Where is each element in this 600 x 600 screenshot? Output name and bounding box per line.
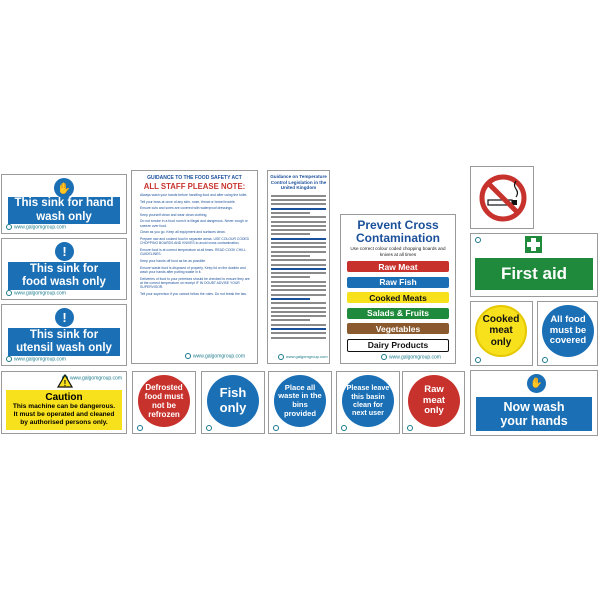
food-wash-sign xyxy=(1,238,127,300)
small-print-line xyxy=(271,281,326,283)
galgo-logo-icon xyxy=(381,354,387,360)
hand-washing-icon: ✋ xyxy=(527,374,546,393)
small-print-line xyxy=(271,276,310,278)
first-aid-text: First aid xyxy=(475,258,593,290)
small-print-line xyxy=(271,233,310,235)
waste-bins-sign xyxy=(268,371,332,434)
raw-meat-only-sign xyxy=(402,371,465,434)
small-print-line xyxy=(271,298,310,300)
small-print-line xyxy=(271,285,326,287)
food-wash-text: This sink for food wash only xyxy=(8,262,120,290)
galgo-logo-icon xyxy=(475,357,481,363)
small-print-line xyxy=(271,337,326,339)
small-print-line xyxy=(271,246,326,248)
raw-meat-circle: Raw meat only xyxy=(408,375,460,427)
galgo-logo-icon xyxy=(407,425,413,431)
small-print-line xyxy=(271,264,326,266)
colour-bar-raw-meat: Raw Meat xyxy=(347,261,449,272)
small-print-line xyxy=(271,225,326,227)
food-safety-act-list xyxy=(132,193,257,296)
galgo-logo-icon xyxy=(542,357,548,363)
logo: www.galgomgroup.com xyxy=(381,354,441,360)
small-print-line xyxy=(271,199,326,201)
hand-wash-sign xyxy=(1,174,127,234)
galgo-logo-icon xyxy=(278,354,284,360)
food-safety-item: Tell your boss at once of any skin, nose, throat or bowel trouble. xyxy=(140,199,236,204)
basin-clean-circle: Please leave this basin clean for next user xyxy=(342,375,394,427)
hand-wash-text: This sink for hand wash only xyxy=(8,197,120,224)
fish-only-sign xyxy=(201,371,265,434)
logo xyxy=(475,237,483,243)
logo: www.galgomgroup.com xyxy=(278,354,328,360)
prevent-cross-subtitle: Use correct colour coded chopping boards and knives at all times xyxy=(350,246,446,257)
all-food-covered-sign xyxy=(537,301,598,366)
logo xyxy=(407,425,415,431)
food-safety-item: Always wash your hands before handling food and after using the toilet. xyxy=(140,193,248,197)
caution-text: This machine can be dangerous. It must be operated and cleaned by authorised persons only. xyxy=(12,403,116,426)
defrosted-circle: Defrosted food must not be refrozen xyxy=(138,375,190,427)
exclamation-icon: ! xyxy=(55,242,74,261)
small-print-line xyxy=(271,268,326,270)
first-aid-cross-icon xyxy=(525,236,542,253)
galgo-logo-icon xyxy=(6,356,12,362)
small-print-line xyxy=(271,216,326,218)
svg-text:!: ! xyxy=(63,379,67,388)
temperature-title: Guidance on Temperature Control Legislation in the United Kingdom xyxy=(270,174,327,190)
galgo-logo-icon xyxy=(475,237,481,243)
colour-bar-vegetables: Vegetables xyxy=(347,323,449,334)
waste-bins-circle: Place all waste in the bins provided xyxy=(274,375,326,427)
small-print-line xyxy=(271,195,326,197)
logo xyxy=(542,357,550,363)
small-print-line xyxy=(271,311,326,313)
colour-bar-raw-fish: Raw Fish xyxy=(347,277,449,288)
small-print-line xyxy=(271,229,326,231)
food-safety-item: Prepare raw and cooked food in separate areas. USE COLOUR CODED CHOPPING BOARDS AND KNIVES to avoid cross contamination. xyxy=(140,236,250,246)
food-safety-act-sign xyxy=(131,170,258,364)
temperature-control-sign xyxy=(267,170,330,364)
small-print-line xyxy=(271,324,326,326)
prevent-cross-title: Prevent Cross Contamination xyxy=(356,218,440,246)
food-safety-item: Ensure waste food is disposed of properly. Keep lid on the dustbin and wash your hands after putting waste in it. xyxy=(140,265,246,274)
no-smoking-icon xyxy=(478,173,528,223)
colour-bar-dairy-products: Dairy Products xyxy=(347,339,449,352)
small-print-line xyxy=(271,251,326,253)
galgo-logo-icon xyxy=(341,425,347,431)
fish-only-circle: Fish only xyxy=(207,375,259,427)
all-food-covered-circle: All food must be covered xyxy=(542,305,594,357)
caution-panel xyxy=(6,390,122,430)
defrosted-food-sign xyxy=(132,371,196,434)
logo xyxy=(475,357,483,363)
small-print-line xyxy=(271,289,326,291)
no-smoking-sign xyxy=(470,166,534,229)
food-safety-item: Keep your hands off food as far as possible. xyxy=(140,258,207,263)
prevent-cross-contamination-sign xyxy=(340,214,456,364)
small-print-line xyxy=(271,255,310,257)
small-print-line xyxy=(271,259,326,261)
galgo-logo-icon xyxy=(185,353,191,359)
small-print-line xyxy=(271,208,326,210)
food-safety-item: Ensure cuts and sores are covered with waterproof dressings. xyxy=(140,206,233,211)
first-aid-sign xyxy=(470,233,598,297)
logo: www.galgomgroup.com xyxy=(185,353,245,359)
galgo-logo-icon xyxy=(6,290,12,296)
exclamation-icon: ! xyxy=(55,308,74,327)
food-safety-act-heading: ALL STAFF PLEASE NOTE: xyxy=(143,182,246,191)
caution-sign xyxy=(1,371,127,434)
small-print-line xyxy=(271,212,310,214)
logo: www.galgomgroup.com xyxy=(6,224,66,230)
food-safety-act-title: GUIDANCE TO THE FOOD SAFETY ACT xyxy=(147,175,242,181)
food-safety-item: Do not smoke in a food room it is illegal and dangerous. Never cough or sneeze over food. xyxy=(140,219,248,228)
small-print-line xyxy=(271,221,326,223)
utensil-wash-text: This sink for utensil wash only xyxy=(8,328,120,356)
small-print-line xyxy=(271,319,310,321)
cooked-meat-only-sign xyxy=(470,301,533,366)
small-print-line xyxy=(271,302,326,304)
colour-bar-cooked-meats: Cooked Meats xyxy=(347,292,449,303)
first-aid-cross-horizontal xyxy=(527,242,540,247)
small-print-line xyxy=(271,294,326,296)
now-wash-text: Now wash your hands xyxy=(476,397,592,431)
logo: www.galgomgroup.com xyxy=(6,290,66,296)
food-safety-item: Tell your supervisor if you cannot follow the rules. Do not break the law. xyxy=(140,291,247,296)
temperature-text-block xyxy=(268,195,329,339)
small-print-line xyxy=(271,332,326,334)
small-print-line xyxy=(271,242,326,244)
small-print-line xyxy=(271,315,326,317)
warning-triangle-icon xyxy=(57,374,73,388)
hand-washing-icon: ✋ xyxy=(54,178,74,198)
basin-clean-sign xyxy=(336,371,400,434)
food-safety-item: Keep yourself clean and wear clean clothing. xyxy=(140,212,208,217)
food-safety-item: Ensure food is at correct temperature at all times. READ COOK CHILL GUIDELINES. xyxy=(140,247,246,257)
logo xyxy=(273,425,281,431)
colour-bar-salads-fruits: Salads & Fruits xyxy=(347,308,449,319)
small-print-line xyxy=(271,307,326,309)
galgo-logo-icon xyxy=(137,425,143,431)
small-print-line xyxy=(271,203,326,205)
logo xyxy=(341,425,349,431)
galgo-logo-icon xyxy=(6,224,12,230)
small-print-line xyxy=(271,238,326,240)
galgo-logo-icon xyxy=(206,425,212,431)
logo: www.galgomgroup.com xyxy=(62,375,122,381)
logo: www.galgomgroup.com xyxy=(6,356,66,362)
cooked-meat-circle: Cooked meat only xyxy=(475,305,527,357)
logo xyxy=(206,425,214,431)
caution-title: Caution xyxy=(45,392,83,403)
now-wash-hands-sign xyxy=(470,370,598,436)
logo xyxy=(137,425,145,431)
food-safety-item: Clean as you go. Keep all equipment and surfaces clean. xyxy=(140,230,226,235)
galgo-logo-icon xyxy=(273,425,279,431)
small-print-line xyxy=(271,272,326,274)
utensil-wash-sign xyxy=(1,304,127,366)
small-print-line xyxy=(271,328,326,330)
food-safety-item: Deliveries of food to your premises should be checked to ensure they are at the correct temperature on receipt IF IN DOUBT ADVISE YOUR SUPERVISOR. xyxy=(140,276,250,290)
